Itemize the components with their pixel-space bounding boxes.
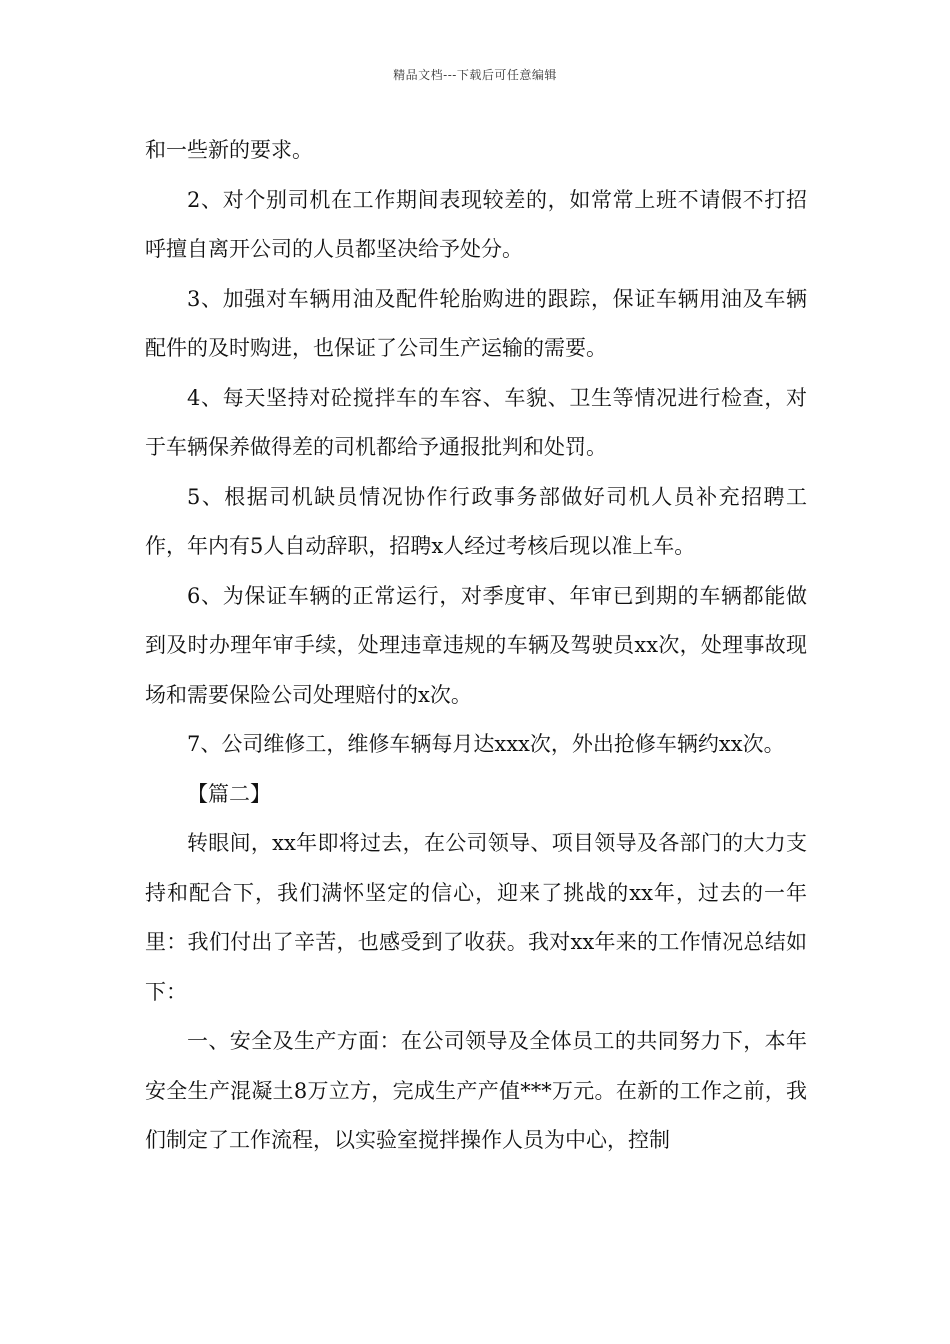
paragraph-intro: 转眼间，xx年即将过去，在公司领导、项目领导及各部门的大力支持和配合下，我们满怀坚定的信心，迎来了挑战的xx年，过去的一年里：我们付出了辛苦，也感受到了收获。我对xx年来的工作情况总结如下： <box>145 831 807 1004</box>
paragraph-item-3: 3、加强对车辆用油及配件轮胎购进的跟踪，保证车辆用油及车辆配件的及时购进，也保证了公司生产运输的需要。 <box>145 286 807 360</box>
paragraph-item-6: 6、为保证车辆的正常运行，对季度审、年审已到期的车辆都能做到及时办理年审手续，处理违章违规的车辆及驾驶员xx次，处理事故现场和需要保险公司处理赔付的x次。 <box>145 583 807 707</box>
paragraph-item-2: 2、对个别司机在工作期间表现较差的，如常常上班不请假不打招呼擅自离开公司的人员都坚决给予处分。 <box>145 187 807 261</box>
page-header: 精品文档---下载后可任意编辑 <box>393 68 557 82</box>
paragraph-item-7: 7、公司维修工，维修车辆每月达xxx次，外出抢修车辆约xx次。 <box>187 732 785 756</box>
paragraph-item-5: 5、根据司机缺员情况协作行政事务部做好司机人员补充招聘工作，年内有5人自动辞职，招聘x人经过考核后现以准上车。 <box>145 484 807 558</box>
paragraph-item-4: 4、每天坚持对砼搅拌车的车容、车貌、卫生等情况进行检查，对于车辆保养做得差的司机都给予通报批判和处罚。 <box>145 385 807 459</box>
paragraph-safety-production: 一、安全及生产方面：在公司领导及全体员工的共同努力下，本年安全生产混凝土8万立方，完成生产产值***万元。在新的工作之前，我们制定了工作流程，以实验室搅拌操作人员为中心，控制 <box>145 1029 807 1152</box>
document-body <box>145 126 807 1166</box>
paragraph-continuation: 和一些新的要求。 <box>145 138 313 162</box>
section-heading: 【篇二】 <box>187 781 271 806</box>
